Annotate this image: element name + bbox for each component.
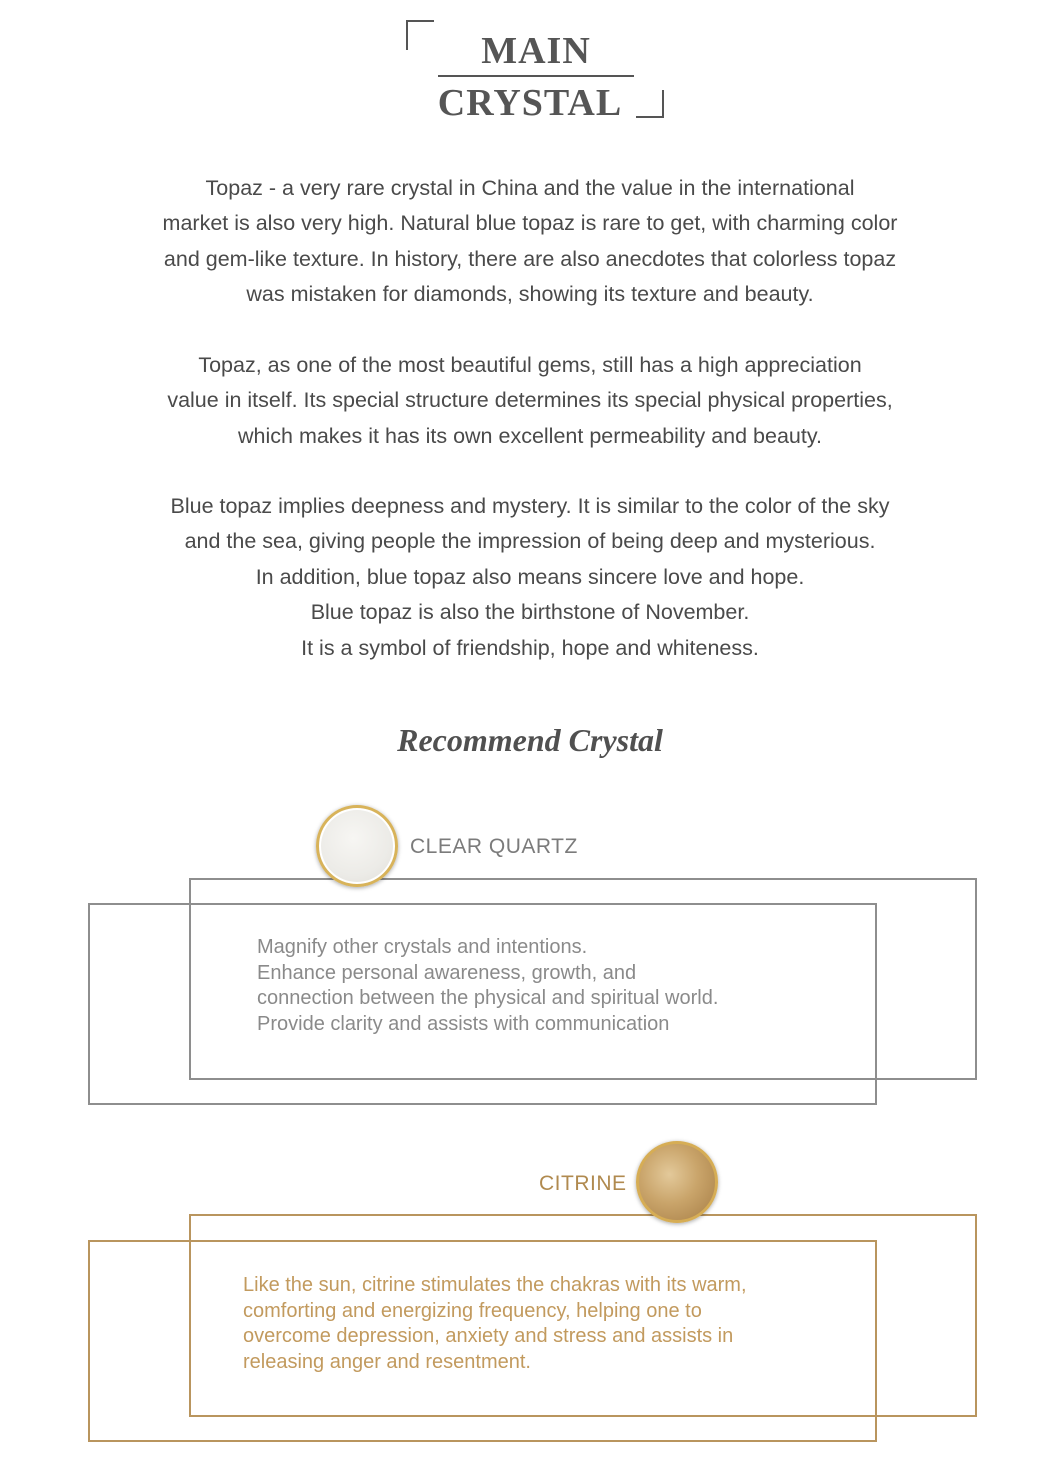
description-line: Magnify other crystals and intentions.: [257, 936, 588, 958]
intro-paragraph-2: [80, 348, 980, 454]
corner-bracket-top-left: [406, 20, 434, 50]
description-line: connection between the physical and spiritual world.: [257, 987, 719, 1009]
title-main: MAIN: [481, 30, 591, 72]
description-line: Enhance personal awareness, growth, and: [257, 961, 637, 984]
title-divider: [438, 75, 634, 77]
intro-line: market is also very high. Natural blue topaz is rare to get, with charming color: [162, 211, 898, 236]
description-line: Provide clarity and assists with communication: [257, 1012, 670, 1035]
clear-quartz-description: [257, 935, 718, 1037]
intro-paragraph-3: [80, 489, 980, 666]
title-crystal: CRYSTAL: [437, 82, 623, 124]
clear-quartz-gem-icon: [316, 805, 398, 887]
description-line: comforting and energizing frequency, helping one to: [243, 1299, 702, 1322]
intro-paragraph-1: [80, 171, 980, 313]
description-line: overcome depression, anxiety and stress and assists in: [243, 1325, 734, 1347]
description-line: Like the sun, citrine stimulates the chakras with its warm,: [243, 1274, 747, 1296]
intro-line: which makes it has its own excellent permeability and beauty.: [238, 423, 822, 448]
citrine-description: [243, 1273, 747, 1375]
recommend-title: Recommend Crystal: [397, 722, 663, 758]
intro-line: It is a symbol of friendship, hope and whiteness.: [301, 635, 759, 660]
intro-line: was mistaken for diamonds, showing its texture and beauty.: [246, 282, 814, 307]
citrine-label: CITRINE: [539, 1172, 627, 1195]
intro-line: Topaz - a very rare crystal in China and the value in the international: [205, 176, 855, 200]
intro-line: value in itself. Its special structure determines its special physical properties,: [167, 388, 893, 413]
intro-line: Topaz, as one of the most beautiful gems, still has a high appreciation: [198, 353, 862, 377]
intro-line: and the sea, giving people the impression of being deep and mysterious.: [184, 529, 876, 554]
intro-line: and gem-like texture. In history, there are also anecdotes that colorless topaz: [163, 246, 897, 271]
intro-line: In addition, blue topaz also means sincere love and hope.: [255, 564, 805, 589]
description-line: releasing anger and resentment.: [243, 1350, 531, 1373]
citrine-gem-icon: [636, 1141, 718, 1223]
corner-bracket-bottom-right: [636, 90, 664, 118]
intro-line: Blue topaz implies deepness and mystery. It is similar to the color of the sky: [170, 494, 890, 518]
clear-quartz-label: CLEAR QUARTZ: [410, 835, 578, 858]
intro-line: Blue topaz is also the birthstone of November.: [310, 600, 750, 625]
